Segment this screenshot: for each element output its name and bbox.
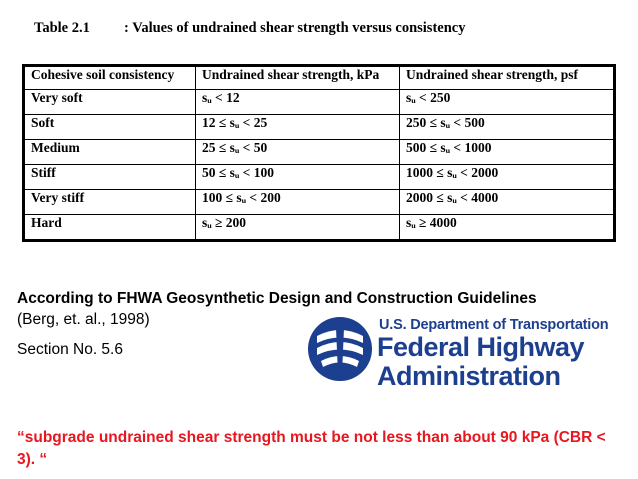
table-row (24, 140, 615, 165)
cell-kpa: sᵤ ≥ 200 (196, 215, 400, 241)
table-row (24, 215, 615, 241)
table-row (24, 190, 615, 215)
cell-kpa: 100 ≤ sᵤ < 200 (196, 190, 400, 215)
cell-consistency: Stiff (24, 165, 196, 190)
cell-psf: sᵤ < 250 (400, 90, 615, 115)
cell-kpa: 50 ≤ sᵤ < 100 (196, 165, 400, 190)
cell-consistency: Medium (24, 140, 196, 165)
reference-authors: (Berg, et. al., 1998) (17, 311, 150, 328)
table-number: Table 2.1 (34, 20, 90, 36)
table-row (24, 90, 615, 115)
fhwa-logo (307, 314, 607, 394)
cell-kpa: 25 ≤ sᵤ < 50 (196, 140, 400, 165)
reference-section: Section No. 5.6 (17, 341, 123, 358)
cell-consistency: Very soft (24, 90, 196, 115)
table-title: : Values of undrained shear strength versus consistency (124, 20, 466, 36)
shear-strength-table (22, 64, 616, 242)
cell-kpa: 12 ≤ sᵤ < 25 (196, 115, 400, 140)
logo-federal-highway: Federal Highway (377, 332, 585, 362)
header-consistency: Cohesive soil consistency (24, 66, 196, 90)
table-row (24, 115, 615, 140)
cell-consistency: Hard (24, 215, 196, 241)
fhwa-emblem-icon (307, 316, 373, 382)
cell-psf: 500 ≤ sᵤ < 1000 (400, 140, 615, 165)
header-psf: Undrained shear strength, psf (400, 66, 615, 90)
table-header-row (24, 66, 615, 90)
cell-psf: 1000 ≤ sᵤ < 2000 (400, 165, 615, 190)
cell-consistency: Soft (24, 115, 196, 140)
table-row (24, 165, 615, 190)
header-kpa: Undrained shear strength, kPa (196, 66, 400, 90)
cell-psf: 2000 ≤ sᵤ < 4000 (400, 190, 615, 215)
table-caption (34, 20, 465, 37)
guideline-quote: “subgrade undrained shear strength must be not less than about 90 kPa (CBR < 3). “ (17, 429, 606, 468)
cell-kpa: sᵤ < 12 (196, 90, 400, 115)
logo-administration: Administration (377, 361, 561, 391)
cell-consistency: Very stiff (24, 190, 196, 215)
cell-psf: sᵤ ≥ 4000 (400, 215, 615, 241)
reference-title: According to FHWA Geosynthetic Design and Construction Guidelines (17, 290, 537, 307)
cell-psf: 250 ≤ sᵤ < 500 (400, 115, 615, 140)
logo-department: U.S. Department of Transportation (379, 317, 609, 333)
